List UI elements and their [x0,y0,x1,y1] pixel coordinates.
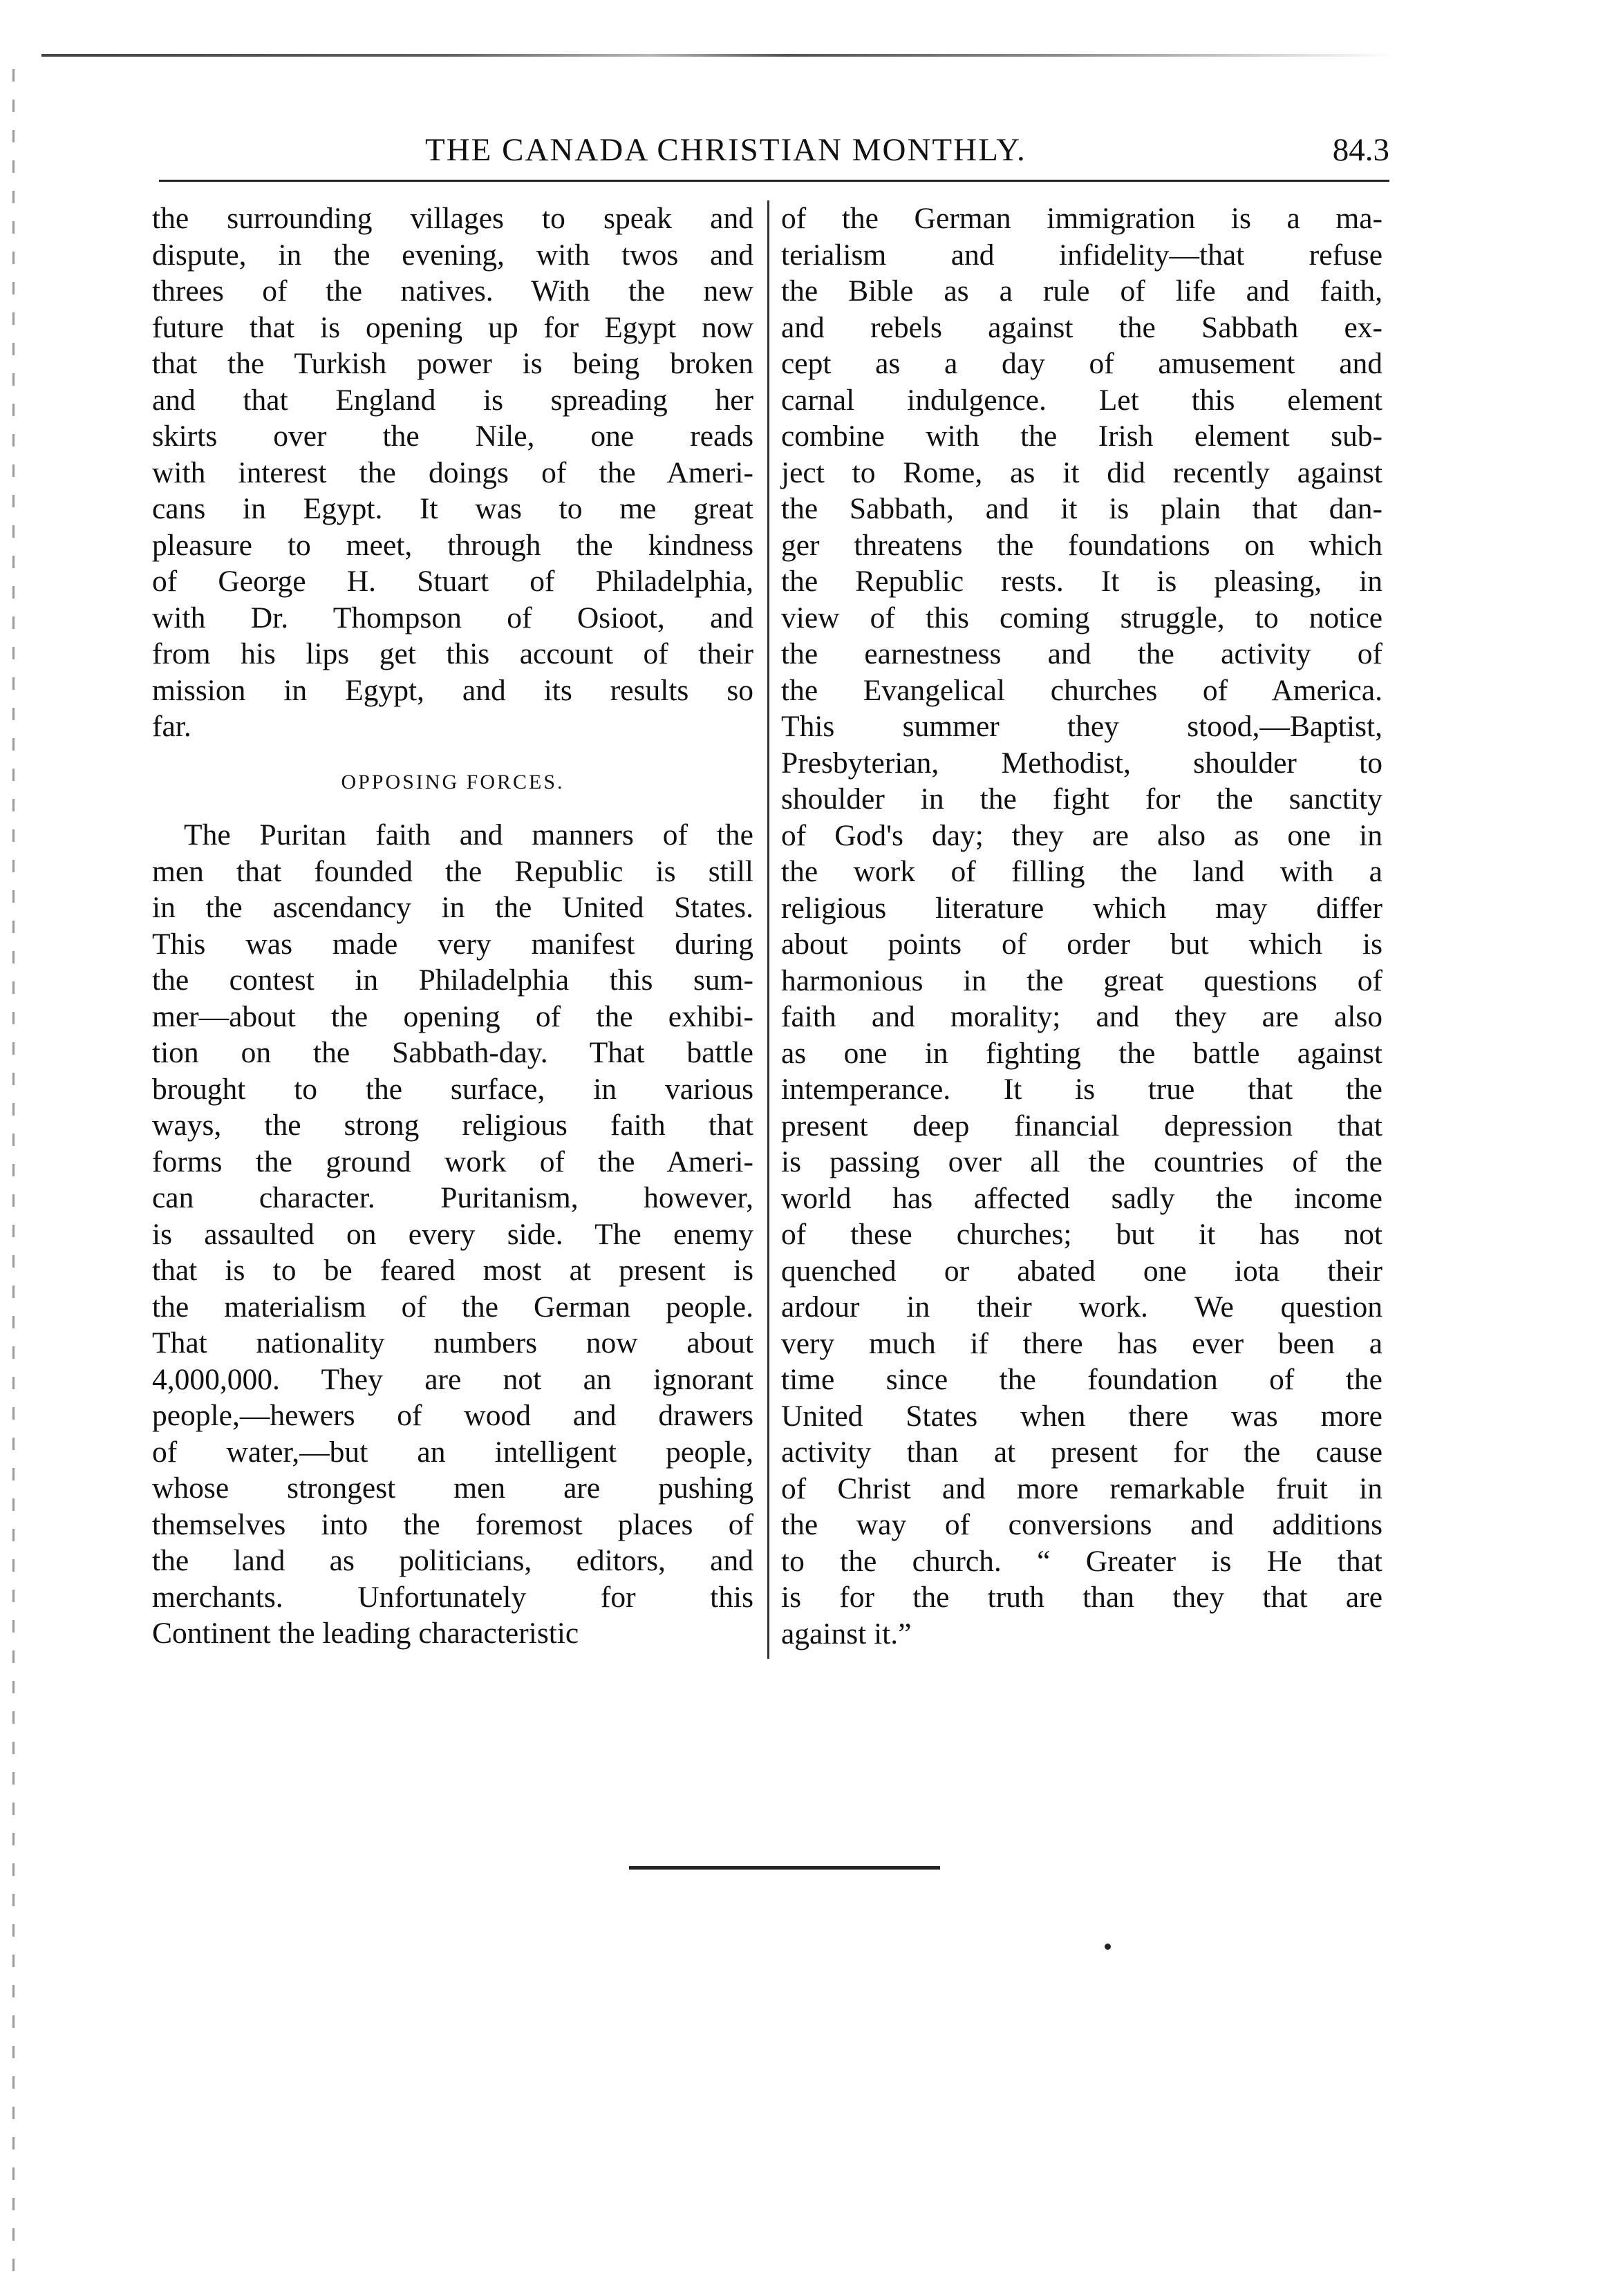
right-column [781,200,1382,1652]
text-line: view of this coming struggle, to notice [781,601,1382,634]
text-line: in the ascendancy in the United States. [152,891,753,924]
text-line: tion on the Sabbath-day. That battle [152,1036,753,1069]
text-line: brought to the surface, in various [152,1072,753,1106]
text-line: the surrounding villages to speak and [152,202,753,235]
text-line: cept as a day of amusement and [781,347,1382,380]
text-line: men that founded the Republic is still [152,854,753,888]
scan-top-rule [41,54,1396,57]
text-line: activity than at present for the cause [781,1436,1382,1469]
text-line: skirts over the Nile, one reads [152,420,753,453]
paragraph-2 [152,817,753,1652]
column-divider [767,200,769,1659]
text-line: and rebels against the Sabbath ex- [781,310,1382,344]
text-line: is for the truth than they that are [781,1581,1382,1614]
text-line: ways, the strong religious faith that [152,1109,753,1142]
text-line: That nationality numbers now about [152,1326,753,1359]
text-line: This was made very manifest during [152,927,753,961]
text-line: that is to be feared most at present is [152,1254,753,1287]
text-line: The Puritan faith and manners of the [184,818,753,851]
text-line: harmonious in the great questions of [781,963,1382,997]
text-line: the contest in Philadelphia this sum- [152,963,753,997]
text-line: ardour in their work. We question [781,1290,1382,1324]
text-line: people,—hewers of wood and drawers [152,1399,753,1432]
left-column [152,200,753,1652]
text-line: intemperance. It is true that the [781,1073,1382,1106]
text-line: with interest the doings of the Ameri- [152,455,753,489]
text-line: world has affected sadly the income [781,1181,1382,1215]
text-line: about points of order but which is [781,928,1382,961]
text-line: the land as politicians, editors, and [152,1544,753,1577]
text-line: the Evangelical churches of America. [781,673,1382,707]
text-line: far. [152,710,191,743]
text-line: of these churches; but it has not [781,1218,1382,1251]
text-line: of water,—but an intelligent people, [152,1435,753,1469]
end-rule [629,1866,940,1870]
text-line: the Republic rests. It is pleasing, in [781,565,1382,598]
text-line: the Sabbath, and it is plain that dan- [781,492,1382,525]
text-line: time since the foundation of the [781,1363,1382,1396]
text-line: whose strongest men are pushing [152,1471,753,1505]
text-line: dispute, in the evening, with twos and [152,238,753,272]
text-line: quenched or abated one iota their [781,1254,1382,1288]
running-title: THE CANADA CHRISTIAN MONTHLY. [425,132,1027,168]
paragraph-1 [152,200,753,745]
text-line: merchants. Unfortunately for this [152,1580,753,1614]
text-line: the earnestness and the activity of [781,637,1382,670]
page-number: 84.3 [1332,132,1389,168]
running-head [159,131,1389,187]
text-line: to the church. “ Greater is He that [781,1544,1382,1578]
text-line: as one in fighting the battle against [781,1036,1382,1070]
text-line: shoulder in the fight for the sanctity [781,782,1382,816]
text-line: of the German immigration is a ma- [781,202,1382,235]
text-line: can character. Puritanism, however, [152,1181,753,1214]
text-line: the Bible as a rule of life and faith, [781,274,1382,308]
text-line: carnal indulgence. Let this element [781,383,1382,417]
ink-speck [1105,1944,1111,1950]
text-line: combine with the Irish element sub- [781,420,1382,453]
text-line: ject to Rome, as it did recently against [781,455,1382,489]
text-line: with Dr. Thompson of Osioot, and [152,601,753,634]
scan-left-edge [12,69,15,2281]
text-line: cans in Egypt. It was to me great [152,492,753,525]
text-line: the work of filling the land with a [781,855,1382,888]
text-line: This summer they stood,—Baptist, [781,710,1382,743]
text-line: themselves into the foremost places of [152,1507,753,1541]
text-line: is passing over all the countries of the [781,1145,1382,1178]
text-line: of God's day; they are also as one in [781,818,1382,852]
text-line: threes of the natives. With the new [152,274,753,308]
text-line: terialism and infidelity—that refuse [781,238,1382,272]
text-line: the way of conversions and additions [781,1508,1382,1541]
text-line: and that England is spreading her [152,383,753,417]
text-line: religious literature which may differ [781,891,1382,925]
text-line: future that is opening up for Egypt now [152,310,753,344]
text-line: forms the ground work of the Ameri- [152,1145,753,1178]
text-line: pleasure to meet, through the kindness [152,528,753,562]
text-line: of George H. Stuart of Philadelphia, [152,565,753,598]
text-line: ger threatens the foundations on which [781,528,1382,562]
text-line: United States when there was more [781,1399,1382,1433]
text-line: from his lips get this account of their [152,637,753,670]
paragraph-3 [781,200,1382,1652]
text-line: present deep financial depression that [781,1109,1382,1142]
text-line: that the Turkish power is being broken [152,347,753,380]
text-line: Presbyterian, Methodist, shoulder to [781,746,1382,780]
text-line: the materialism of the German people. [152,1290,753,1324]
header-rule [159,180,1389,182]
text-line: is assaulted on every side. The enemy [152,1217,753,1251]
text-line: very much if there has ever been a [781,1326,1382,1360]
text-line: Continent the leading characteristic [152,1617,579,1650]
text-line: 4,000,000. They are not an ignorant [152,1362,753,1396]
text-line: faith and morality; and they are also [781,1000,1382,1033]
section-heading: OPPOSING FORCES. [341,770,565,793]
text-line: of Christ and more remarkable fruit in [781,1471,1382,1505]
text-line: mission in Egypt, and its results so [152,673,753,707]
text-line: against it.” [781,1617,912,1650]
text-line: mer—about the opening of the exhibi- [152,999,753,1033]
